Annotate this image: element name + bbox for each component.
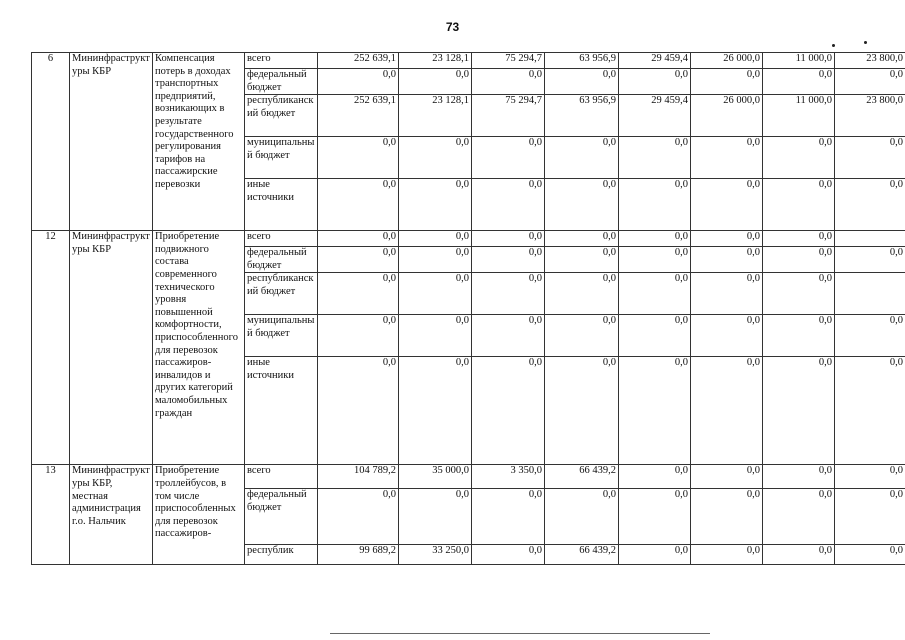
amount-cell: 23 800,0 bbox=[835, 95, 905, 137]
amount-cell: 0,0 bbox=[545, 273, 619, 315]
source-cell: муниципальный бюджет bbox=[245, 137, 318, 179]
amount-cell: 0,0 bbox=[691, 69, 763, 95]
source-cell: республик bbox=[245, 545, 318, 565]
amount-cell: 0,0 bbox=[545, 315, 619, 357]
amount-cell: 0,0 bbox=[472, 489, 545, 545]
amount-cell: 0,0 bbox=[763, 273, 835, 315]
amount-cell: 0,0 bbox=[545, 179, 619, 231]
amount-cell: 0,0 bbox=[399, 273, 472, 315]
amount-cell: 0,0 bbox=[835, 357, 905, 465]
source-cell: иные источники bbox=[245, 357, 318, 465]
amount-cell: 0,0 bbox=[472, 357, 545, 465]
amount-cell: 0,0 bbox=[763, 179, 835, 231]
amount-cell bbox=[835, 231, 905, 247]
amount-cell: 11 000,0 bbox=[763, 95, 835, 137]
amount-cell: 0,0 bbox=[835, 465, 905, 489]
event-cell: Компенсация потерь в доходах транспортных предприятий, возникающих в результате государственного регулирования тарифов на пассажирские перевозки bbox=[153, 53, 245, 231]
amount-cell: 0,0 bbox=[619, 357, 691, 465]
amount-cell: 0,0 bbox=[399, 231, 472, 247]
amount-cell: 0,0 bbox=[399, 489, 472, 545]
amount-cell: 0,0 bbox=[472, 69, 545, 95]
source-cell: республиканский бюджет bbox=[245, 95, 318, 137]
source-cell: федеральный бюджет bbox=[245, 69, 318, 95]
amount-cell: 0,0 bbox=[472, 273, 545, 315]
page-number: 73 bbox=[445, 20, 460, 34]
amount-cell: 0,0 bbox=[619, 489, 691, 545]
amount-cell: 252 639,1 bbox=[318, 53, 399, 69]
amount-cell: 0,0 bbox=[399, 69, 472, 95]
source-cell: республиканский бюджет bbox=[245, 273, 318, 315]
amount-cell: 0,0 bbox=[835, 137, 905, 179]
amount-cell: 0,0 bbox=[318, 489, 399, 545]
amount-cell: 0,0 bbox=[763, 69, 835, 95]
amount-cell: 35 000,0 bbox=[399, 465, 472, 489]
amount-cell: 0,0 bbox=[399, 315, 472, 357]
amount-cell: 0,0 bbox=[318, 231, 399, 247]
amount-cell: 0,0 bbox=[472, 231, 545, 247]
amount-cell: 104 789,2 bbox=[318, 465, 399, 489]
page-bottom-rule bbox=[330, 633, 710, 634]
amount-cell: 0,0 bbox=[835, 69, 905, 95]
amount-cell: 0,0 bbox=[472, 179, 545, 231]
scan-speck bbox=[832, 44, 835, 47]
amount-cell: 0,0 bbox=[763, 315, 835, 357]
amount-cell: 0,0 bbox=[545, 247, 619, 273]
amount-cell bbox=[835, 273, 905, 315]
source-cell: федеральный бюджет bbox=[245, 489, 318, 545]
amount-cell: 0,0 bbox=[318, 315, 399, 357]
amount-cell: 66 439,2 bbox=[545, 545, 619, 565]
amount-cell: 0,0 bbox=[835, 315, 905, 357]
amount-cell: 0,0 bbox=[619, 69, 691, 95]
amount-cell: 75 294,7 bbox=[472, 53, 545, 69]
amount-cell: 0,0 bbox=[472, 247, 545, 273]
executor-cell: Мининфраструктуры КБР bbox=[70, 231, 153, 465]
amount-cell: 0,0 bbox=[691, 315, 763, 357]
amount-cell: 11 000,0 bbox=[763, 53, 835, 69]
amount-cell: 0,0 bbox=[691, 231, 763, 247]
amount-cell: 26 000,0 bbox=[691, 95, 763, 137]
amount-cell: 0,0 bbox=[691, 489, 763, 545]
amount-cell: 0,0 bbox=[545, 69, 619, 95]
amount-cell: 66 439,2 bbox=[545, 465, 619, 489]
amount-cell: 0,0 bbox=[619, 137, 691, 179]
amount-cell: 0,0 bbox=[318, 137, 399, 179]
amount-cell: 63 956,9 bbox=[545, 95, 619, 137]
amount-cell: 29 459,4 bbox=[619, 95, 691, 137]
amount-cell: 0,0 bbox=[691, 545, 763, 565]
event-cell: Приобретение подвижного состава современного технического уровня повышенной комфортности, приспособленного для перевозок пассажиров-инвалидов и других категорий маломобильных граждан bbox=[153, 231, 245, 465]
amount-cell: 0,0 bbox=[835, 247, 905, 273]
amount-cell: 0,0 bbox=[691, 273, 763, 315]
amount-cell: 0,0 bbox=[318, 69, 399, 95]
amount-cell: 23 128,1 bbox=[399, 53, 472, 69]
amount-cell: 0,0 bbox=[763, 357, 835, 465]
amount-cell: 0,0 bbox=[691, 137, 763, 179]
source-cell: федеральный бюджет bbox=[245, 247, 318, 273]
amount-cell: 0,0 bbox=[619, 465, 691, 489]
executor-cell: Мининфраструктуры КБР bbox=[70, 53, 153, 231]
amount-cell: 0,0 bbox=[545, 357, 619, 465]
amount-cell: 0,0 bbox=[619, 273, 691, 315]
amount-cell: 252 639,1 bbox=[318, 95, 399, 137]
row-number: 13 bbox=[32, 465, 70, 565]
amount-cell: 0,0 bbox=[619, 179, 691, 231]
amount-cell: 0,0 bbox=[318, 179, 399, 231]
amount-cell: 23 800,0 bbox=[835, 53, 905, 69]
amount-cell: 3 350,0 bbox=[472, 465, 545, 489]
table-row bbox=[32, 231, 905, 247]
row-number: 12 bbox=[32, 231, 70, 465]
amount-cell: 0,0 bbox=[472, 315, 545, 357]
amount-cell: 0,0 bbox=[545, 231, 619, 247]
amount-cell: 0,0 bbox=[691, 357, 763, 465]
amount-cell: 0,0 bbox=[763, 489, 835, 545]
amount-cell: 0,0 bbox=[472, 545, 545, 565]
amount-cell: 0,0 bbox=[399, 179, 472, 231]
table-row bbox=[32, 465, 905, 489]
source-cell: иные источники bbox=[245, 179, 318, 231]
amount-cell: 0,0 bbox=[472, 137, 545, 179]
amount-cell: 0,0 bbox=[545, 137, 619, 179]
source-cell: всего bbox=[245, 53, 318, 69]
table-row bbox=[32, 53, 905, 69]
amount-cell: 0,0 bbox=[835, 489, 905, 545]
amount-cell: 0,0 bbox=[763, 137, 835, 179]
amount-cell: 23 128,1 bbox=[399, 95, 472, 137]
amount-cell: 0,0 bbox=[399, 137, 472, 179]
amount-cell: 0,0 bbox=[691, 247, 763, 273]
source-cell: всего bbox=[245, 231, 318, 247]
amount-cell: 0,0 bbox=[619, 545, 691, 565]
amount-cell: 0,0 bbox=[545, 489, 619, 545]
amount-cell: 0,0 bbox=[835, 545, 905, 565]
amount-cell: 0,0 bbox=[399, 247, 472, 273]
budget-table bbox=[31, 52, 905, 565]
amount-cell: 26 000,0 bbox=[691, 53, 763, 69]
amount-cell: 0,0 bbox=[763, 545, 835, 565]
amount-cell: 0,0 bbox=[835, 179, 905, 231]
amount-cell: 63 956,9 bbox=[545, 53, 619, 69]
amount-cell: 0,0 bbox=[619, 247, 691, 273]
amount-cell: 0,0 bbox=[619, 231, 691, 247]
source-cell: всего bbox=[245, 465, 318, 489]
amount-cell: 0,0 bbox=[763, 231, 835, 247]
amount-cell: 0,0 bbox=[619, 315, 691, 357]
amount-cell: 0,0 bbox=[318, 273, 399, 315]
amount-cell: 0,0 bbox=[763, 465, 835, 489]
amount-cell: 0,0 bbox=[691, 465, 763, 489]
amount-cell: 0,0 bbox=[318, 357, 399, 465]
event-cell: Приобретение троллейбусов, в том числе приспособленных для перевозок пассажиров- bbox=[153, 465, 245, 565]
amount-cell: 0,0 bbox=[318, 247, 399, 273]
amount-cell: 99 689,2 bbox=[318, 545, 399, 565]
executor-cell: Мининфраструктуры КБР, местная администрация г.о. Нальчик bbox=[70, 465, 153, 565]
amount-cell: 0,0 bbox=[691, 179, 763, 231]
source-cell: муниципальный бюджет bbox=[245, 315, 318, 357]
amount-cell: 75 294,7 bbox=[472, 95, 545, 137]
scan-speck bbox=[864, 41, 867, 44]
amount-cell: 29 459,4 bbox=[619, 53, 691, 69]
amount-cell: 33 250,0 bbox=[399, 545, 472, 565]
amount-cell: 0,0 bbox=[763, 247, 835, 273]
row-number: 6 bbox=[32, 53, 70, 231]
amount-cell: 0,0 bbox=[399, 357, 472, 465]
